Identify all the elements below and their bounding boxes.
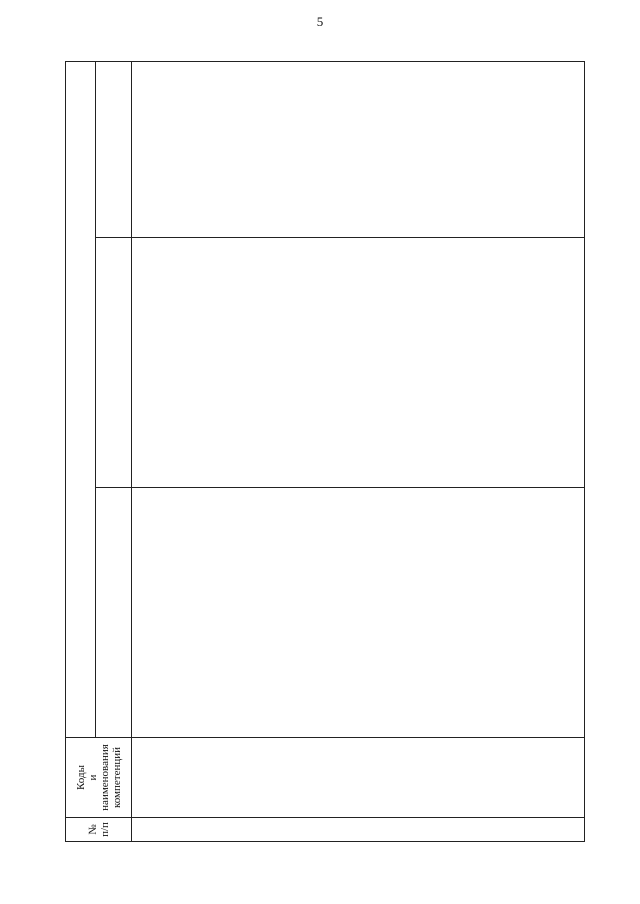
header-group-title (66, 61, 96, 737)
cell-experience (132, 61, 585, 237)
header-skills (96, 238, 132, 488)
header-code: Коды и наименования компетенций (66, 738, 132, 818)
competency-table (65, 61, 585, 842)
rotated-page-content (65, 62, 585, 842)
cell-number (132, 818, 585, 842)
header-experience (96, 61, 132, 237)
header-knowledge (96, 488, 132, 738)
page-number: 5 (316, 14, 324, 29)
cell-code (132, 738, 585, 818)
cell-skills (132, 238, 585, 488)
header-number: № п/п (66, 818, 132, 842)
cell-knowledge (132, 488, 585, 738)
